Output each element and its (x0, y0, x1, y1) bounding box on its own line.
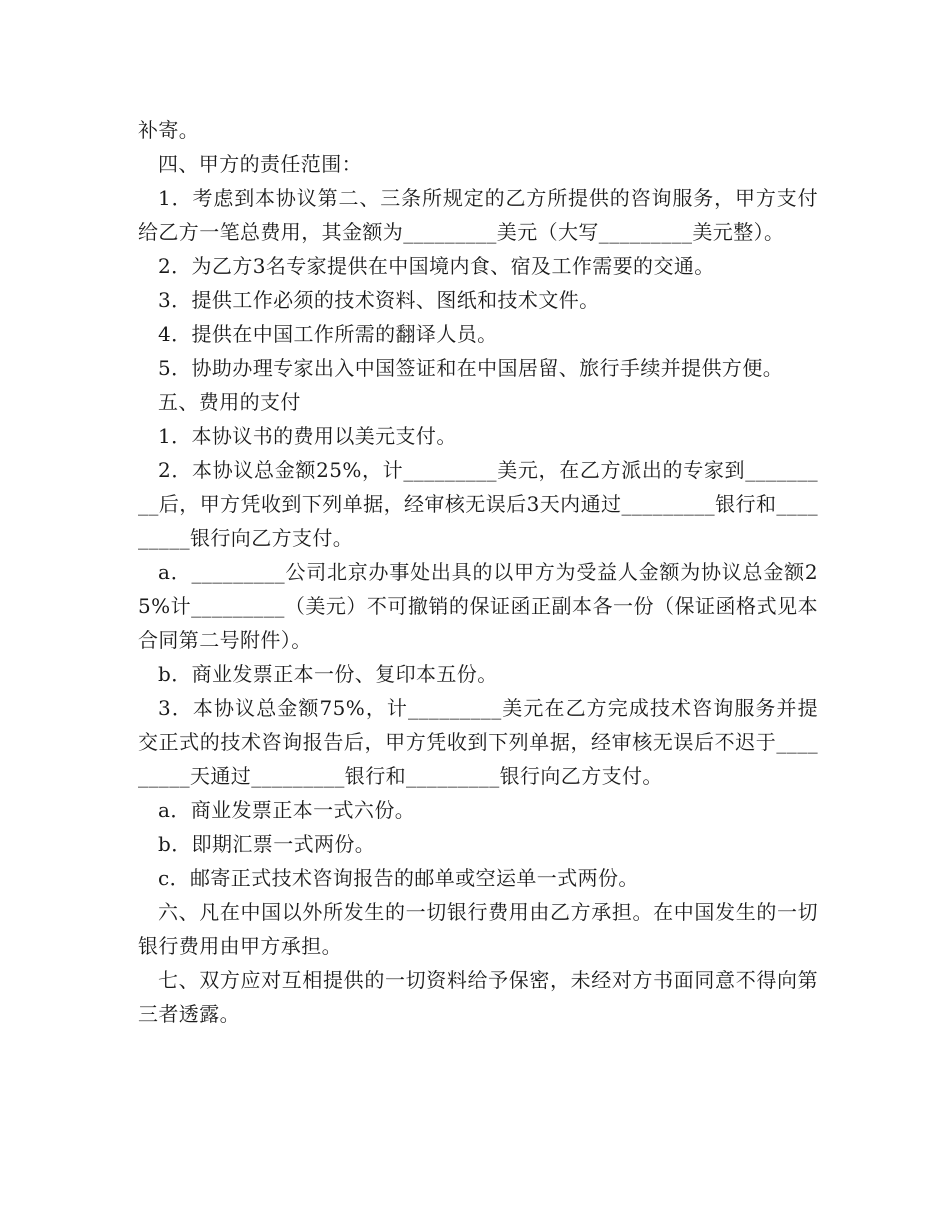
paragraph-5-1: 1．本协议书的费用以美元支付。 (158, 424, 457, 448)
section-heading-4: 四、甲方的责任范围： (158, 152, 362, 176)
paragraph-5-3-a: a．商业发票正本一式六份。 (158, 798, 416, 822)
paragraph-5-2: 2．本协议总金额25%，计_________美元，在乙方派出的专家到_________后，甲方凭收到下列单据，经审核无误后3天内通过_________银行和_________银行向乙方支付。 (138, 458, 818, 550)
paragraph-4-3: 3．提供工作必须的技术资料、图纸和技术文件。 (158, 288, 600, 312)
section-heading-7: 七、双方应对互相提供的一切资料给予保密，未经对方书面同意不得向第三者透露。 (138, 968, 818, 1026)
paragraph-5-3: 3．本协议总金额75%，计_________美元在乙方完成技术咨询服务并提交正式的技术咨询报告后，甲方凭收到下列单据，经审核无误后不迟于_________天通过_________银行和_________银行向乙方支付。 (138, 696, 818, 788)
paragraph-4-2: 2．为乙方3名专家提供在中国境内食、宿及工作需要的交通。 (158, 254, 715, 278)
document-body (138, 113, 818, 1031)
paragraph-5-2-a: a．_________公司北京办事处出具的以甲方为受益人金额为协议总金额25%计_________（美元）不可撤销的保证函正副本各一份（保证函格式见本合同第二号附件）。 (138, 560, 818, 652)
paragraph-4-1: 1．考虑到本协议第二、三条所规定的乙方所提供的咨询服务，甲方支付给乙方一笔总费用，其金额为_________美元（大写_________美元整）。 (138, 186, 818, 244)
paragraph-5-3-c: c．邮寄正式技术咨询报告的邮单或空运单一式两份。 (158, 866, 639, 890)
section-heading-5: 五、费用的支付 (158, 390, 301, 414)
section-heading-6: 六、凡在中国以外所发生的一切银行费用由乙方承担。在中国发生的一切银行费用由甲方承担。 (138, 900, 818, 958)
paragraph-5-2-b: b．商业发票正本一份、复印本五份。 (158, 662, 498, 686)
paragraph-4-4: 4．提供在中国工作所需的翻译人员。 (158, 322, 498, 346)
paragraph-5-3-b: b．即期汇票一式两份。 (158, 832, 376, 856)
paragraph-4-5: 5．协助办理专家出入中国签证和在中国居留、旅行手续并提供方便。 (158, 356, 784, 380)
paragraph-1: 补寄。 (138, 118, 200, 142)
